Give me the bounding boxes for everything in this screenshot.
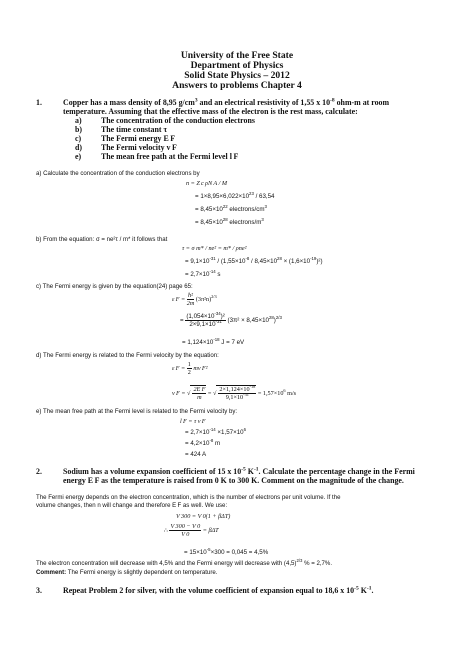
part-c-eq3: = $1,124\times 10^{-18}$ J = 7 eV xyxy=(182,336,245,346)
part-d-eq2: v F = √ $\frac{\text{2E F}}{m}$ = √ $\frac{2\times 1,124\times 10^{-18}}{9,1\times 10^{-31}}$ = $1,57\times 10^6$ m/s xyxy=(172,383,297,401)
part-a-eq2: = $1\times 8,95\times 6,022\times 10^{23} / 63,54$ xyxy=(195,190,275,200)
q1-item-d-label: d) xyxy=(75,143,83,152)
part-a-intro: a) Calculate the concentration of the conduction electrons by xyxy=(36,170,200,177)
q1-item-b-label: b) xyxy=(75,125,83,134)
part-e-intro: e) The mean free path at the Fermi level is related to the Fermi velocity by: xyxy=(36,408,238,415)
part-b-eq2: = $9,1\times 10^{-31} / (1,55\times 10^{-8} / 8,45\times 10^{28} \times (1,6\times 10^{-19})^2)$ xyxy=(185,255,323,265)
part-b-eq3: = $2,7\times 10^{-14}$ s xyxy=(185,268,221,278)
q1-item-b-text: The time constant τ xyxy=(101,125,168,134)
part-a-eq1: n = Z c ρN A / M xyxy=(186,180,227,187)
q1-item-a-label: a) xyxy=(75,116,82,125)
part-d-eq1: ε F = $\frac{1}{2}$ mv F² xyxy=(172,361,208,376)
q3-text: Repeat Problem 2 for silver, with the volume coefficient of expansion equal to 18,6 x $10^{-5}$ $K^{-1}$. xyxy=(63,585,374,595)
q2-answer-p1: The Fermi energy depends on the electron concentration, which is the number of electrons per unit volume. If the xyxy=(36,494,341,501)
part-a-eq4: = $8,45\times 10^{28}$ electrons/$m^3$ xyxy=(195,216,264,226)
part-e-eq1: l F = τ v F xyxy=(180,418,206,425)
q1-item-e-label: e) xyxy=(75,152,82,161)
q2-answer-p3: The electron concentration will decrease with 4,5% and the Fermi energy will decrease with $(4,5)^{2/3}$ % = 2,7%. xyxy=(36,557,333,567)
part-a-eq3: = $8,45\times 10^{22}$ electrons/$cm^3$ xyxy=(195,203,267,213)
q2-comment: Comment: The Fermi energy is slightly dependent on temperature. xyxy=(36,569,218,576)
part-c-intro: c) The Fermi energy is given by the equation(24) page 65: xyxy=(36,283,193,290)
department-title: Department of Physics xyxy=(190,60,284,71)
q1-item-d-text: The Fermi velocity v F xyxy=(101,143,177,152)
part-c-eq1: ε F = $\frac{\text{ħ²}}{2m}$ $(3\pi^2n)^{2/3}$ xyxy=(172,292,217,307)
part-c-eq2: = $\frac{(1,054\times 10^{-34})^2}{2\times 9,1\times 10^{-31}}$ $(3\pi^2 \times 8,45\times 10^{28})^{2/3}$ xyxy=(180,310,282,328)
part-b-eq1: τ = σ m* / ne² = m* / ρne² xyxy=(182,245,247,252)
course-title: Solid State Physics – 2012 xyxy=(184,70,290,81)
university-title: University of the Free State xyxy=(180,50,294,61)
q3-number: 3. xyxy=(36,586,42,595)
q2-line2: energy E F as the temperature is raised from 0 K to 300 K. Comment on the magnitude of the change. xyxy=(63,476,404,485)
document-title: Answers to problems Chapter 4 xyxy=(172,80,302,91)
q2-line1: Sodium has a volume expansion coefficient of 15 x $10^{-5}$ $K^{-1}$. Calculate the percentage change in the Fermi xyxy=(63,466,415,476)
part-e-eq2: = $2,7\times 10^{-14} \times 1,57\times 10^6$ xyxy=(185,426,246,436)
q2-answer-eq3: = $15\times 10^{-5}\times 300 = 0,045 = 4,5\%$ xyxy=(184,546,269,556)
part-e-eq4: = 424 A xyxy=(185,451,207,458)
q2-answer-p2: volume changes, then n will change and therefore E F as well. We use: xyxy=(36,502,228,509)
q1-item-e-text: The mean free path at the Fermi level l F xyxy=(101,152,239,161)
q1-line2: temperature. Assuming that the effective mass of the electron is the rest mass, calculate: xyxy=(63,107,358,116)
q2-answer-eq1: V 300 = V 0(1 + βΔT) xyxy=(176,513,231,520)
q1-item-a-text: The concentration of the conduction electrons xyxy=(101,116,255,125)
q2-number: 2. xyxy=(36,467,42,476)
part-d-intro: d) The Fermi energy is related to the Fermi velocity by the equation: xyxy=(36,352,219,359)
part-e-eq3: = $4,2\times 10^{-8}$ m xyxy=(185,437,221,447)
q1-item-c-text: The Fermi energy E F xyxy=(101,134,176,143)
q1-line1: Copper has a mass density of 8,95 $g/cm^3$ and an electrical resistivity of 1,55 x $10^{-8}$ ohm-m at room xyxy=(63,97,390,107)
part-b-intro: b) From the equation: σ = ne²τ / m* it follows that xyxy=(36,236,168,243)
q2-answer-eq2: ∴ $\frac{V 300 - V 0}{V 0}$ = βΔT xyxy=(164,523,219,538)
q1-number: 1. xyxy=(36,98,42,107)
q1-item-c-label: c) xyxy=(75,134,82,143)
